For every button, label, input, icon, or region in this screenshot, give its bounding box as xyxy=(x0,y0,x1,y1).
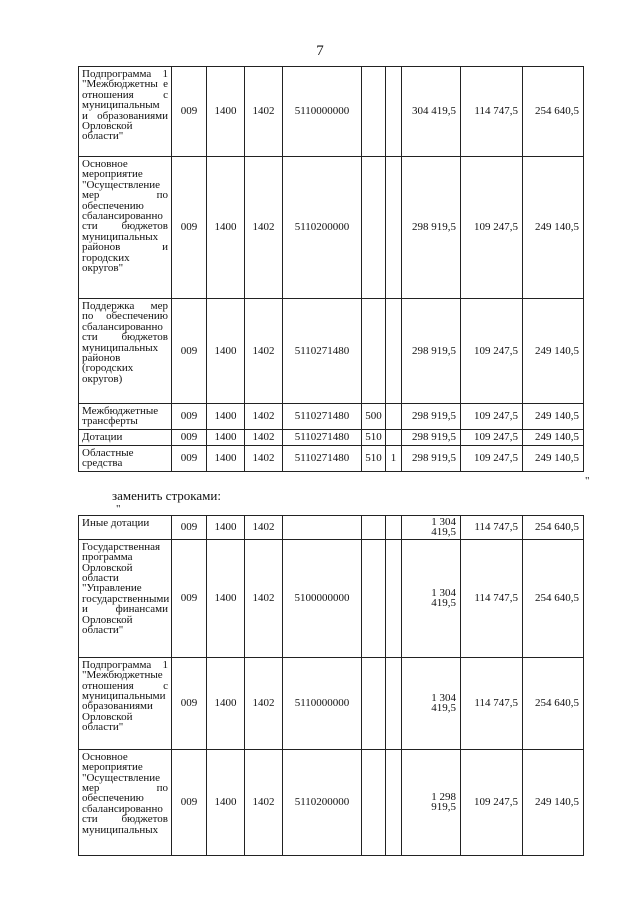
expense-type-code xyxy=(362,67,386,157)
row-name: Межбюджетные трансферты xyxy=(79,404,172,430)
section-code: 1400 xyxy=(207,404,245,430)
sum-value: 1 304 419,5 xyxy=(402,539,461,657)
page-number: 7 xyxy=(316,43,324,59)
year3-value: 249 140,5 xyxy=(523,429,584,445)
target-article-code: 5110271480 xyxy=(283,404,362,430)
extra-code xyxy=(386,299,402,404)
table-row xyxy=(79,404,584,430)
section-code: 1400 xyxy=(207,67,245,157)
sum-value: 1 304 419,5 xyxy=(402,657,461,749)
year3-value: 254 640,5 xyxy=(523,67,584,157)
section-code: 1400 xyxy=(207,539,245,657)
subsection-code: 1402 xyxy=(245,516,283,540)
subsection-code: 1402 xyxy=(245,657,283,749)
row-name: Подпрограмма 1 "Межбюджетны е отношения с муниципальным и образованиями Орловской области" xyxy=(79,67,172,157)
subsection-code: 1402 xyxy=(245,404,283,430)
expense-type-code xyxy=(362,157,386,299)
ministry-code: 009 xyxy=(172,299,207,404)
year2-value: 114 747,5 xyxy=(461,516,523,540)
section-code: 1400 xyxy=(207,299,245,404)
target-article-code: 5110000000 xyxy=(283,67,362,157)
subsection-code: 1402 xyxy=(245,445,283,471)
ministry-code: 009 xyxy=(172,67,207,157)
replace-caption: заменить строками: xyxy=(112,488,221,503)
ministry-code: 009 xyxy=(172,749,207,855)
row-name: Основное мероприятие "Осуществление мер по обеспечению сбалансированно сти бюджетов муниципальных районов и городских округов" xyxy=(79,157,172,299)
table-row xyxy=(79,657,584,749)
sum-value: 1 304 419,5 xyxy=(402,516,461,540)
year3-value: 254 640,5 xyxy=(523,539,584,657)
ministry-code: 009 xyxy=(172,429,207,445)
opening-quote: " xyxy=(116,503,121,515)
year2-value: 109 247,5 xyxy=(461,445,523,471)
expense-type-code xyxy=(362,539,386,657)
extra-code xyxy=(386,657,402,749)
sum-value: 298 919,5 xyxy=(402,299,461,404)
subsection-code: 1402 xyxy=(245,539,283,657)
target-article-code: 5110271480 xyxy=(283,299,362,404)
expense-type-code: 510 xyxy=(362,429,386,445)
year2-value: 109 247,5 xyxy=(461,299,523,404)
extra-code xyxy=(386,67,402,157)
table-row xyxy=(79,749,584,855)
target-article-code: 5110200000 xyxy=(283,157,362,299)
year2-value: 114 747,5 xyxy=(461,539,523,657)
year2-value: 109 247,5 xyxy=(461,429,523,445)
sum-value: 1 298 919,5 xyxy=(402,749,461,855)
table-row xyxy=(79,445,584,471)
ministry-code: 009 xyxy=(172,539,207,657)
expense-type-code xyxy=(362,299,386,404)
extra-code xyxy=(386,539,402,657)
ministry-code: 009 xyxy=(172,404,207,430)
target-article-code: 5100000000 xyxy=(283,539,362,657)
section-code: 1400 xyxy=(207,429,245,445)
extra-code xyxy=(386,404,402,430)
year3-value: 254 640,5 xyxy=(523,516,584,540)
year3-value: 249 140,5 xyxy=(523,299,584,404)
year2-value: 114 747,5 xyxy=(461,657,523,749)
budget-table-original xyxy=(78,66,584,472)
section-code: 1400 xyxy=(207,749,245,855)
subsection-code: 1402 xyxy=(245,749,283,855)
extra-code xyxy=(386,516,402,540)
budget-table-replacement xyxy=(78,515,584,856)
row-name: Подпрограмма 1 "Межбюджетные отношения с муниципальными образованиями Орловской области" xyxy=(79,657,172,749)
expense-type-code xyxy=(362,749,386,855)
ministry-code: 009 xyxy=(172,157,207,299)
extra-code xyxy=(386,429,402,445)
expense-type-code: 500 xyxy=(362,404,386,430)
year3-value: 249 140,5 xyxy=(523,404,584,430)
row-name: Поддержка мер по обеспечению сбалансированно сти бюджетов муниципальных районов (городских округов) xyxy=(79,299,172,404)
extra-code xyxy=(386,157,402,299)
row-name: Областные средства xyxy=(79,445,172,471)
section-code: 1400 xyxy=(207,157,245,299)
sum-value: 298 919,5 xyxy=(402,429,461,445)
table-row xyxy=(79,157,584,299)
target-article-code: 5110200000 xyxy=(283,749,362,855)
sum-value: 298 919,5 xyxy=(402,157,461,299)
year3-value: 254 640,5 xyxy=(523,657,584,749)
sum-value: 298 919,5 xyxy=(402,445,461,471)
section-code: 1400 xyxy=(207,657,245,749)
target-article-code: 5110271480 xyxy=(283,429,362,445)
year2-value: 109 247,5 xyxy=(461,749,523,855)
ministry-code: 009 xyxy=(172,657,207,749)
target-article-code xyxy=(283,516,362,540)
table-row xyxy=(79,516,584,540)
expense-type-code xyxy=(362,657,386,749)
table-row xyxy=(79,539,584,657)
ministry-code: 009 xyxy=(172,445,207,471)
ministry-code: 009 xyxy=(172,516,207,540)
row-name: Дотации xyxy=(79,429,172,445)
extra-code: 1 xyxy=(386,445,402,471)
subsection-code: 1402 xyxy=(245,299,283,404)
target-article-code: 5110000000 xyxy=(283,657,362,749)
target-article-code: 5110271480 xyxy=(283,445,362,471)
row-name: Основное мероприятие "Осуществление мер по обеспечению сбалансированно сти бюджетов муниципальных xyxy=(79,749,172,855)
expense-type-code xyxy=(362,516,386,540)
row-name: Иные дотации xyxy=(79,516,172,540)
expense-type-code: 510 xyxy=(362,445,386,471)
subsection-code: 1402 xyxy=(245,429,283,445)
section-code: 1400 xyxy=(207,445,245,471)
table-row xyxy=(79,299,584,404)
year2-value: 109 247,5 xyxy=(461,157,523,299)
sum-value: 298 919,5 xyxy=(402,404,461,430)
table-row xyxy=(79,429,584,445)
year2-value: 109 247,5 xyxy=(461,404,523,430)
section-code: 1400 xyxy=(207,516,245,540)
year3-value: 249 140,5 xyxy=(523,445,584,471)
subsection-code: 1402 xyxy=(245,67,283,157)
year3-value: 249 140,5 xyxy=(523,749,584,855)
extra-code xyxy=(386,749,402,855)
year3-value: 249 140,5 xyxy=(523,157,584,299)
table-row xyxy=(79,67,584,157)
row-name: Государственная программа Орловской области "Управление государственными и финансами Орловской области" xyxy=(79,539,172,657)
subsection-code: 1402 xyxy=(245,157,283,299)
year2-value: 114 747,5 xyxy=(461,67,523,157)
closing-quote: " xyxy=(585,475,590,487)
sum-value: 304 419,5 xyxy=(402,67,461,157)
